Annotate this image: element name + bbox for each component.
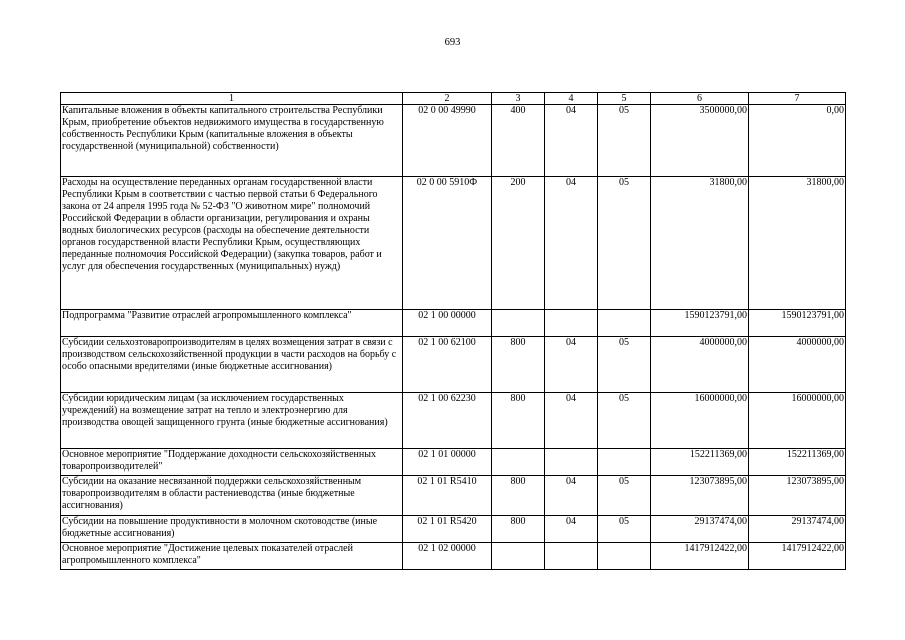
row-amount-col6: 31800,00 [651, 177, 749, 310]
row-amount-col6: 152211369,00 [651, 449, 749, 476]
column-header: 5 [598, 93, 651, 105]
table-row [61, 310, 846, 337]
row-amount-col6: 29137474,00 [651, 516, 749, 543]
row-expense-type [492, 543, 545, 570]
row-amount-col7: 4000000,00 [749, 337, 846, 393]
row-expense-type: 800 [492, 516, 545, 543]
column-header: 2 [403, 93, 492, 105]
row-expense-type: 800 [492, 476, 545, 516]
row-amount-col6: 3500000,00 [651, 105, 749, 177]
row-subsection: 05 [598, 337, 651, 393]
row-amount-col7: 1590123791,00 [749, 310, 846, 337]
row-expense-type: 400 [492, 105, 545, 177]
row-amount-col7: 0,00 [749, 105, 846, 177]
row-expense-type: 200 [492, 177, 545, 310]
row-subsection: 05 [598, 476, 651, 516]
row-section: 04 [545, 177, 598, 310]
column-header: 6 [651, 93, 749, 105]
row-expense-type: 800 [492, 393, 545, 449]
row-target-code: 02 1 01 R5420 [403, 516, 492, 543]
row-amount-col6: 16000000,00 [651, 393, 749, 449]
row-target-code: 02 0 00 49990 [403, 105, 492, 177]
row-expense-type: 800 [492, 337, 545, 393]
row-section: 04 [545, 393, 598, 449]
row-description: Субсидии юридическим лицам (за исключением государственных учреждений) на возмещение затрат на тепло и электроэнергию для производства овощей защищенного грунта (иные бюджетные ассигнования) [61, 393, 403, 449]
row-subsection: 05 [598, 177, 651, 310]
row-description: Основное мероприятие "Поддержание доходности сельскохозяйственных товаропроизводителей" [61, 449, 403, 476]
row-amount-col7: 1417912422,00 [749, 543, 846, 570]
row-description: Субсидии на оказание несвязанной поддержки сельскохозяйственным товаропроизводителям в области растениеводства (иные бюджетные ассигнования) [61, 476, 403, 516]
row-subsection [598, 543, 651, 570]
row-section: 04 [545, 516, 598, 543]
row-amount-col7: 16000000,00 [749, 393, 846, 449]
table-row [61, 516, 846, 543]
row-amount-col6: 4000000,00 [651, 337, 749, 393]
row-amount-col6: 1590123791,00 [651, 310, 749, 337]
row-section [545, 310, 598, 337]
row-section: 04 [545, 105, 598, 177]
row-target-code: 02 1 00 00000 [403, 310, 492, 337]
column-header: 7 [749, 93, 846, 105]
table-row [61, 543, 846, 570]
row-target-code: 02 1 02 00000 [403, 543, 492, 570]
row-target-code: 02 1 01 00000 [403, 449, 492, 476]
row-description: Подпрограмма "Развитие отраслей агропромышленного комплекса" [61, 310, 403, 337]
row-subsection: 05 [598, 516, 651, 543]
row-subsection: 05 [598, 393, 651, 449]
row-expense-type [492, 310, 545, 337]
row-amount-col6: 1417912422,00 [651, 543, 749, 570]
row-subsection [598, 449, 651, 476]
table-row [61, 337, 846, 393]
row-section [545, 449, 598, 476]
row-section: 04 [545, 337, 598, 393]
row-amount-col7: 152211369,00 [749, 449, 846, 476]
row-amount-col7: 29137474,00 [749, 516, 846, 543]
table-row [61, 105, 846, 177]
row-section [545, 543, 598, 570]
row-amount-col7: 31800,00 [749, 177, 846, 310]
row-subsection: 05 [598, 105, 651, 177]
row-description: Субсидии сельхозтоваропроизводителям в целях возмещения затрат в связи с производством сельскохозяйственной продукции в части расходов на борьбу с особо опасными вредителями (иные бюджетные ассигнования) [61, 337, 403, 393]
row-amount-col7: 123073895,00 [749, 476, 846, 516]
table-header-row [61, 93, 846, 105]
row-expense-type [492, 449, 545, 476]
table-row [61, 393, 846, 449]
row-description: Субсидии на повышение продуктивности в молочном скотоводстве (иные бюджетные ассигнования) [61, 516, 403, 543]
row-subsection [598, 310, 651, 337]
column-header: 3 [492, 93, 545, 105]
row-target-code: 02 1 00 62100 [403, 337, 492, 393]
row-target-code: 02 0 00 5910Ф [403, 177, 492, 310]
budget-table [60, 92, 846, 570]
table-row [61, 476, 846, 516]
table-row [61, 177, 846, 310]
page-number: 693 [444, 37, 461, 48]
table-row [61, 449, 846, 476]
row-target-code: 02 1 01 R5410 [403, 476, 492, 516]
row-section: 04 [545, 476, 598, 516]
row-description: Капитальные вложения в объекты капитального строительства Республики Крым, приобретение объектов недвижимого имущества в государственную собственность Республики Крым (капитальные вложения в объекты государственной (муниципальной) собственности) [61, 105, 403, 177]
column-header: 1 [61, 93, 403, 105]
row-amount-col6: 123073895,00 [651, 476, 749, 516]
column-header: 4 [545, 93, 598, 105]
row-target-code: 02 1 00 62230 [403, 393, 492, 449]
row-description: Основное мероприятие "Достижение целевых показателей отраслей агропромышленного комплекса" [61, 543, 403, 570]
row-description: Расходы на осуществление переданных органам государственной власти Республики Крым в соответствии с частью первой статьи 6 Федерального закона от 24 апреля 1995 года № 52-ФЗ "О животном мире" полномочий Российской Федерации в области организации, регулирования и охраны водных биологических ресурсов (расходы на обеспечение деятельности органов государственной власти Республики Крым, осуществляющих переданные полномочия Российской Федерации) (закупка товаров, работ и услуг для обеспечения государственных (муниципальных) нужд) [61, 177, 403, 310]
